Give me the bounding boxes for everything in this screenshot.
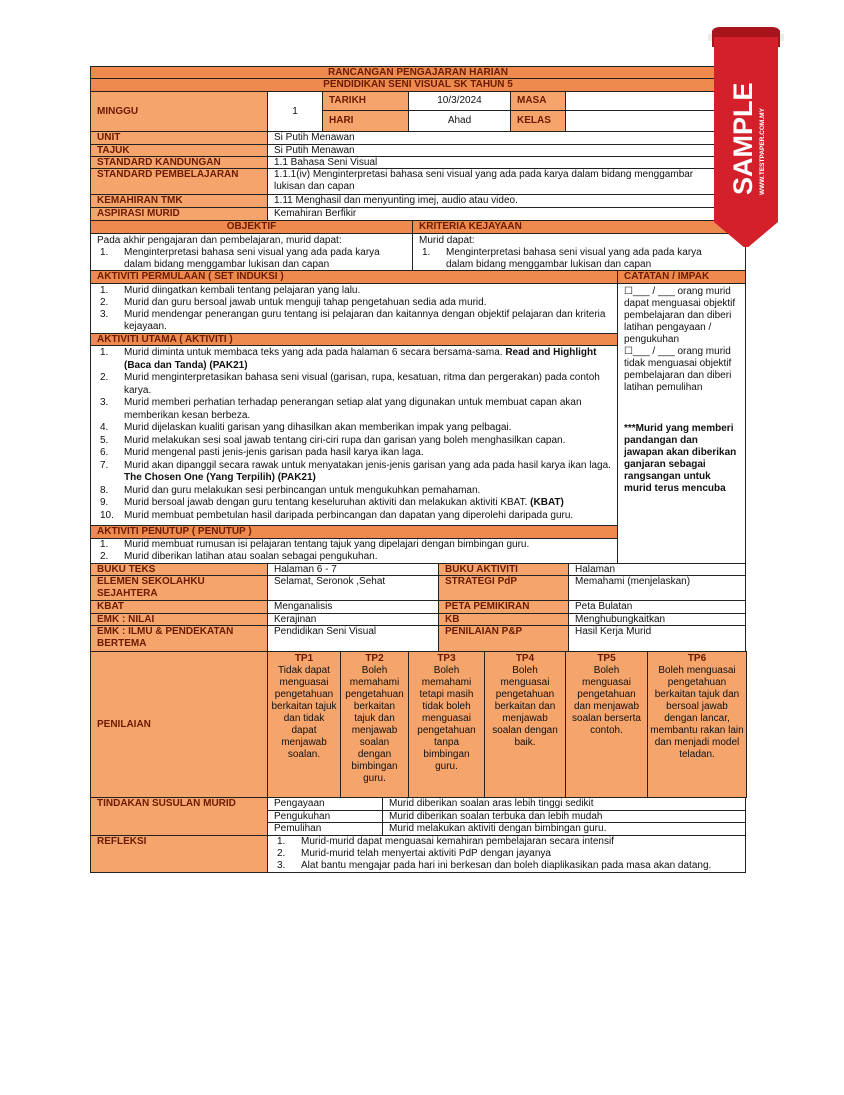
aspirasi-murid-value: Kemahiran Berfikir <box>267 207 746 221</box>
unit-value: Si Putih Menawan <box>267 131 746 145</box>
tindakan-type: Pemulihan <box>267 822 383 836</box>
kbat-value: Menganalisis <box>267 600 439 614</box>
sample-ribbon-watermark <box>708 27 784 247</box>
utama-item: 3. Murid memberi perhatian terhadap penerangan setiap alat yang digunakan untuk membuat capan akan memberikan kesan berbeza. <box>100 397 582 421</box>
permulaan-item: 1. Murid diingatkan kembali tentang pelajaran yang lalu. <box>100 285 361 296</box>
tindakan-label: TINDAKAN SUSULAN MURID <box>90 797 268 836</box>
emk-ilmu-label: EMK : ILMU & PENDEKATAN BERTEMA <box>90 625 268 652</box>
tindakan-type: Pengukuhan <box>267 810 383 824</box>
tp-level: TP3 <box>437 653 456 664</box>
tp-cell <box>408 651 485 798</box>
tp-description: Tidak dapat menguasai pengetahuan berkaitan tajuk dan tidak dapat menjawab soalan. <box>271 665 337 760</box>
standard-kandungan-label: STANDARD KANDUNGAN <box>90 156 268 169</box>
aspirasi-murid-label: ASPIRASI MURID <box>90 207 268 221</box>
refleksi-label: REFLEKSI <box>90 835 268 873</box>
kemahiran-tmk-value: 1.11 Menghasil dan menyunting imej, audio atau video. <box>267 194 746 208</box>
elemen-label-2: STRATEGI PdP <box>438 575 569 601</box>
utama-item: 9. Murid bersoal jawab dengan guru tentang keseluruhan aktiviti dan melakukan aktiviti KBAT. (KBAT) <box>100 497 564 508</box>
tindakan-desc: Murid melakukan aktiviti dengan bimbingan guru. <box>382 822 746 836</box>
objektif-content <box>90 233 413 271</box>
emk-ilmu-value-2: Hasil Kerja Murid <box>568 625 746 652</box>
kbat-label-2: PETA PEMIKIRAN <box>438 600 569 614</box>
utama-item: 4. Murid dijelaskan kualiti garisan yang dihasilkan akan memberikan impak yang pelbagai. <box>100 422 512 433</box>
standard-pembelajaran-value: 1.1.1(iv) Menginterpretasi bahasa seni visual yang ada pada karya dalam bidang menggambar lukisan dan capan <box>267 168 746 195</box>
kriteria-content <box>412 233 746 271</box>
tindakan-desc: Murid diberikan soalan terbuka dan lebih mudah <box>382 810 746 824</box>
tp-level: TP4 <box>515 653 535 664</box>
doc-title: RANCANGAN PENGAJARAN HARIAN <box>90 66 746 79</box>
utama-item: 5. Murid melakukan sesi soal jawab tentang ciri-ciri rupa dan garisan yang boleh menghasilkan capan. <box>100 434 566 446</box>
tarikh-value: 10/3/2024 <box>408 91 511 111</box>
utama-item: 6. Murid mengenal pasti jenis-jenis garisan pada hasil karya ikan laga. <box>100 447 424 458</box>
tajuk-value: Si Putih Menawan <box>267 144 746 157</box>
unit-label: UNIT <box>90 131 268 145</box>
utama-content <box>90 345 618 526</box>
emk-ilmu-label-2: PENILAIAN P&P <box>438 625 569 652</box>
elemen-value: Selamat, Seronok ,Sehat <box>267 575 439 601</box>
permulaan-header: AKTIVITI PERMULAAN ( SET INDUKSI ) <box>90 270 618 284</box>
tp-cell <box>484 651 566 798</box>
objektif-item: 1. Menginterpretasi bahasa seni visual yang ada pada karya dalam bidang menggambar lukisan dan capan <box>100 247 380 270</box>
refleksi-content <box>267 835 746 873</box>
tp-description: Boleh menguasai pengetahuan dan menjawab soalan berserta contoh. <box>572 665 641 736</box>
tp-cell <box>565 651 648 798</box>
hari-label: HARI <box>322 110 409 132</box>
objektif-intro: Pada akhir pengajaran dan pembelajaran, murid dapat: <box>97 235 342 246</box>
penutup-content <box>90 538 618 564</box>
kriteria-item: 1. Menginterpretasi bahasa seni visual yang ada pada karya dalam bidang menggambar lukisan dan capan <box>422 247 702 270</box>
utama-header: AKTIVITI UTAMA ( AKTIVITI ) <box>90 333 618 346</box>
tp-level: TP1 <box>294 653 314 664</box>
buku-value-2: Halaman <box>568 563 746 576</box>
sample-text: SAMPLE <box>728 82 758 195</box>
utama-item: 7. Murid akan dipanggil secara rawak untuk menyatakan jenis-jenis garisan yang ada pada hasil karya ikan laga. The Chosen One (Yang Terpilih) (PAK21) <box>100 459 611 483</box>
standard-pembelajaran-label: STANDARD PEMBELAJARAN <box>90 168 268 195</box>
catatan-tidak-menguasai: ☐___ / ___ orang murid tidak menguasai objektif pembelajaran dan diberi latihan pemulihan <box>624 346 732 393</box>
kbat-label: KBAT <box>90 600 268 614</box>
catatan-header: CATATAN / IMPAK <box>617 270 746 284</box>
tp-cell <box>340 651 409 798</box>
penutup-header: AKTIVITI PENUTUP ( PENUTUP ) <box>90 525 618 539</box>
refleksi-item: 1. Murid-murid dapat menguasai kemahiran pembelajaran secara intensif <box>277 836 614 847</box>
refleksi-item: 3. Alat bantu mengajar pada hari ini berkesan dan boleh diaplikasikan pada masa akan datang. <box>277 860 712 871</box>
utama-item: 1. Murid diminta untuk membaca teks yang ada pada halaman 6 secara bersama-sama. Read and Highlight (Baca dan Tanda) (PAK21) <box>100 347 597 371</box>
utama-item: 8. Murid dan guru melakukan sesi perbincangan untuk mengukuhkan pemahaman. <box>100 484 481 496</box>
tp-description: Boleh memahami pengetahuan berkaitan tajuk dan menjawab soalan dengan bimbingan guru. <box>345 665 404 784</box>
elemen-value-2: Memahami (menjelaskan) <box>568 575 746 601</box>
tp-description: Boleh menguasai pengetahuan berkaitan tajuk dan bersoal jawab dengan lancar, membantu rakan lain dan menjadi model teladan. <box>650 665 744 760</box>
penutup-item: 1. Murid membuat rumusan isi pelajaran tentang tajuk yang dipelajari dengan bimbingan guru. <box>100 539 530 550</box>
doc-subtitle: PENDIDIKAN SENI VISUAL SK TAHUN 5 <box>90 78 746 92</box>
kemahiran-tmk-label: KEMAHIRAN TMK <box>90 194 268 208</box>
kelas-label: KELAS <box>510 110 566 132</box>
emk-ilmu-value: Pendidikan Seni Visual <box>267 625 439 652</box>
elemen-label: ELEMEN SEKOLAHKU SEJAHTERA <box>90 575 268 601</box>
tp-description: Boleh menguasai pengetahuan berkaitan dan menjawab soalan dengan baik. <box>492 665 558 748</box>
sample-url: WWW.TESTPAPER.COM.MY <box>759 108 766 195</box>
tajuk-label: TAJUK <box>90 144 268 157</box>
minggu-label: MINGGU <box>90 91 268 132</box>
buku-label: BUKU TEKS <box>90 563 268 576</box>
refleksi-item: 2. Murid-murid telah menyertai aktiviti PdP dengan jayanya <box>277 848 551 859</box>
permulaan-item: 3. Murid mendengar penerangan guru tentang isi pelajaran dan kaitannya dengan objektif pelajaran dan kriteria kejayaan. <box>100 309 606 332</box>
permulaan-item: 2. Murid dan guru bersoal jawab untuk menguji tahap pengetahuan sedia ada murid. <box>100 297 487 308</box>
catatan-note: ***Murid yang memberi pandangan dan jawapan akan diberikan ganjaran sebagai rangsangan untuk murid terus mencuba <box>624 423 737 494</box>
penilaian-label: PENILAIAN <box>90 651 268 798</box>
utama-item: 2. Murid menginterpretasikan bahasa seni visual (garisan, rupa, kesatuan, ritma dan pergerakan) pada contoh karya. <box>100 372 600 396</box>
emk-nilai-value: Kerajinan <box>267 613 439 626</box>
permulaan-content <box>90 283 618 334</box>
hari-value: Ahad <box>408 110 511 132</box>
kbat-value-2: Peta Bulatan <box>568 600 746 614</box>
emk-nilai-value-2: Menghubungkaitkan <box>568 613 746 626</box>
tp-description: Boleh memahami tetapi masih tidak boleh menguasai pengetahuan tanpa bimbingan guru. <box>417 665 476 772</box>
tarikh-label: TARIKH <box>322 91 409 111</box>
buku-value: Halaman 6 - 7 <box>267 563 439 576</box>
buku-label-2: BUKU AKTIVITI <box>438 563 569 576</box>
tp-level: TP5 <box>597 653 616 664</box>
penutup-item: 2. Murid diberikan latihan atau soalan sebagai pengukuhan. <box>100 551 378 562</box>
objektif-header: OBJEKTIF <box>90 220 413 234</box>
kriteria-intro: Murid dapat: <box>419 235 475 246</box>
emk-nilai-label-2: KB <box>438 613 569 626</box>
tp-level: TP6 <box>687 653 707 664</box>
utama-item: 10. Murid membuat pembetulan hasil daripada perbincangan dan dapatan yang diperolehi daripada guru. <box>100 509 574 521</box>
standard-kandungan-value: 1.1 Bahasa Seni Visual <box>267 156 746 169</box>
tp-cell <box>647 651 747 798</box>
catatan-menguasai: ☐___ / ___ orang murid dapat menguasai objektif pembelajaran dan diberi latihan pengayaan / pengukuhan <box>624 286 736 345</box>
catatan-content <box>617 283 746 564</box>
minggu-value: 1 <box>267 91 323 132</box>
tindakan-desc: Murid diberikan soalan aras lebih tinggi sedikit <box>382 797 746 811</box>
tp-cell <box>267 651 341 798</box>
masa-label: MASA <box>510 91 566 111</box>
emk-nilai-label: EMK : NILAI <box>90 613 268 626</box>
tp-level: TP2 <box>365 653 384 664</box>
tindakan-type: Pengayaan <box>267 797 383 811</box>
kriteria-header: KRITERIA KEJAYAAN <box>412 220 746 234</box>
